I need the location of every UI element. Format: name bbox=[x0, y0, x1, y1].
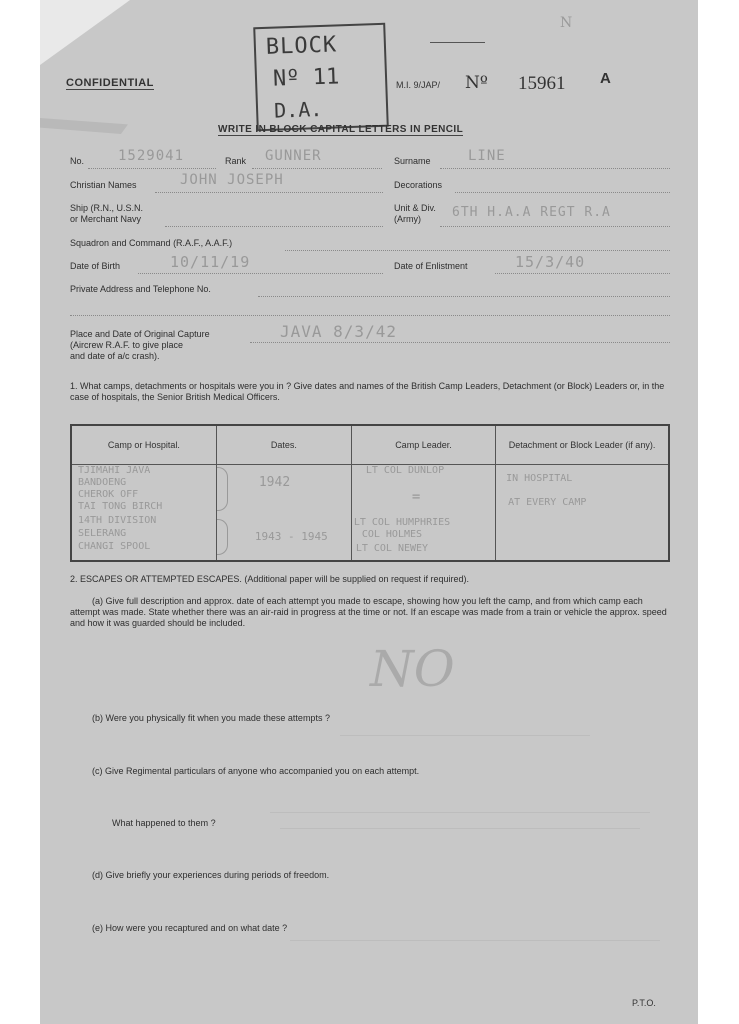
top-scribble: N bbox=[560, 15, 573, 31]
question-2c-followup: What happened to them ? bbox=[112, 818, 216, 828]
question-2c: (c) Give Regimental particulars of anyone who accompanied you on each attempt. bbox=[92, 766, 420, 776]
leader-entry: LT COL HUMPHRIES bbox=[353, 517, 451, 528]
stamp-line-3: D.A. bbox=[273, 96, 323, 123]
number-label-field: No. bbox=[70, 156, 85, 166]
number-label: Nº bbox=[465, 73, 488, 93]
enlistment-label: Date of Enlistment bbox=[394, 261, 468, 271]
date-of-birth-label: Date of Birth bbox=[70, 261, 121, 271]
serial-suffix: A bbox=[600, 70, 611, 87]
paper-flap bbox=[40, 118, 128, 134]
date-entry: 1943 - 1945 bbox=[254, 530, 328, 543]
section-2-title: 2. ESCAPES OR ATTEMPTED ESCAPES. (Additional paper will be supplied on request if required). bbox=[70, 574, 470, 584]
capture-label-line-2: (Aircrew R.A.F. to give place bbox=[70, 340, 184, 350]
form-reference: M.I. 9/JAP/ bbox=[396, 80, 441, 90]
form-page bbox=[40, 0, 698, 1024]
ship-label-line-1: Ship (R.N., U.S.N. bbox=[70, 203, 144, 213]
block-stamp bbox=[253, 23, 389, 132]
top-pencil-line bbox=[430, 42, 485, 43]
leader-entry: LT COL DUNLOP bbox=[365, 465, 445, 476]
camp-entry: SELERANG bbox=[78, 528, 127, 539]
handwritten-answer: NO bbox=[370, 640, 455, 698]
serial-number: 15961 bbox=[518, 73, 566, 94]
ship-label bbox=[70, 203, 143, 225]
enlistment-value: 15/3/40 bbox=[515, 253, 586, 271]
capture-label bbox=[70, 329, 210, 362]
detachment-entry: AT EVERY CAMP bbox=[508, 497, 587, 508]
leader-entry: LT COL NEWEY bbox=[355, 543, 429, 554]
question-1: 1. What camps, detachments or hospitals were you in ? Give dates and names of the British Camp Leaders, Detachment (or Block) Leaders or, in the case of hospitals, the Senior British Medical Officers. bbox=[70, 381, 665, 402]
christian-names-value: JOHN JOSEPH bbox=[180, 172, 284, 188]
camp-entry: CHANGI SPOOL bbox=[78, 541, 151, 552]
camps-cell bbox=[71, 465, 216, 562]
header-camp-leader: Camp Leader. bbox=[351, 425, 495, 465]
camp-entry: 14TH DIVISION bbox=[78, 515, 157, 526]
unit-value: 6TH H.A.A REGT R.A bbox=[452, 205, 611, 220]
camp-entry: TAI TONG BIRCH bbox=[78, 501, 163, 512]
camp-entry: BANDOENG bbox=[78, 477, 127, 488]
detachment-cell bbox=[496, 465, 669, 562]
christian-names-label: Christian Names bbox=[70, 180, 137, 190]
dates-cell bbox=[216, 465, 351, 562]
ship-label-line-2: or Merchant Navy bbox=[70, 214, 142, 224]
date-entry: 1942 bbox=[258, 475, 291, 490]
camp-entry: CHEROK OFF bbox=[78, 489, 139, 500]
date-of-birth-value: 10/11/19 bbox=[170, 253, 251, 271]
unit-label-line-1: Unit & Div. bbox=[394, 203, 436, 213]
number-value: 1529041 bbox=[118, 148, 185, 164]
question-2a: (a) Give full description and approx. date of each attempt you made to escape, showing how you left the camp, and from which camp each attempt was made. State whether there was an air-raid in progress at the time or not. If an escape was made from a train or vehicle the approx. speed and how it was guarded should be included. bbox=[70, 596, 667, 628]
instruction-heading: WRITE IN BLOCK CAPITAL LETTERS IN PENCIL bbox=[218, 124, 464, 135]
header-camp: Camp or Hospital. bbox=[71, 425, 216, 465]
capture-value: JAVA 8/3/42 bbox=[280, 322, 397, 341]
question-2b: (b) Were you physically fit when you made these attempts ? bbox=[92, 713, 330, 723]
leader-entry: = bbox=[411, 489, 421, 505]
unit-label-line-2: (Army) bbox=[394, 214, 421, 224]
private-address-label: Private Address and Telephone No. bbox=[70, 284, 211, 294]
decorations-label: Decorations bbox=[394, 180, 443, 190]
header-dates: Dates. bbox=[216, 425, 351, 465]
question-2d: (d) Give briefly your experiences during periods of freedom. bbox=[92, 870, 330, 880]
question-2e: (e) How were you recaptured and on what date ? bbox=[92, 923, 288, 933]
stamp-line-2: Nº 11 bbox=[272, 64, 340, 92]
unit-label bbox=[394, 203, 436, 225]
surname-value: LINE bbox=[468, 148, 506, 164]
header-detachment: Detachment or Block Leader (if any). bbox=[496, 425, 669, 465]
surname-label: Surname bbox=[394, 156, 431, 166]
stamp-line-1: BLOCK bbox=[265, 32, 338, 60]
classification-label: CONFIDENTIAL bbox=[66, 77, 154, 89]
squadron-label: Squadron and Command (R.A.F., A.A.F.) bbox=[70, 238, 233, 248]
leaders-cell bbox=[351, 465, 495, 562]
rank-label: Rank bbox=[225, 156, 247, 166]
rank-value: GUNNER bbox=[265, 148, 322, 164]
capture-label-line-3: and date of a/c crash). bbox=[70, 351, 160, 361]
pto-label: P.T.O. bbox=[632, 998, 656, 1008]
folded-corner bbox=[40, 0, 130, 65]
camp-entry: TJIMAHI JAVA bbox=[78, 465, 151, 476]
camps-table bbox=[70, 424, 670, 562]
detachment-entry: IN HOSPITAL bbox=[506, 473, 573, 484]
leader-entry: COL HOLMES bbox=[361, 529, 423, 540]
capture-label-line-1: Place and Date of Original Capture bbox=[70, 329, 210, 339]
